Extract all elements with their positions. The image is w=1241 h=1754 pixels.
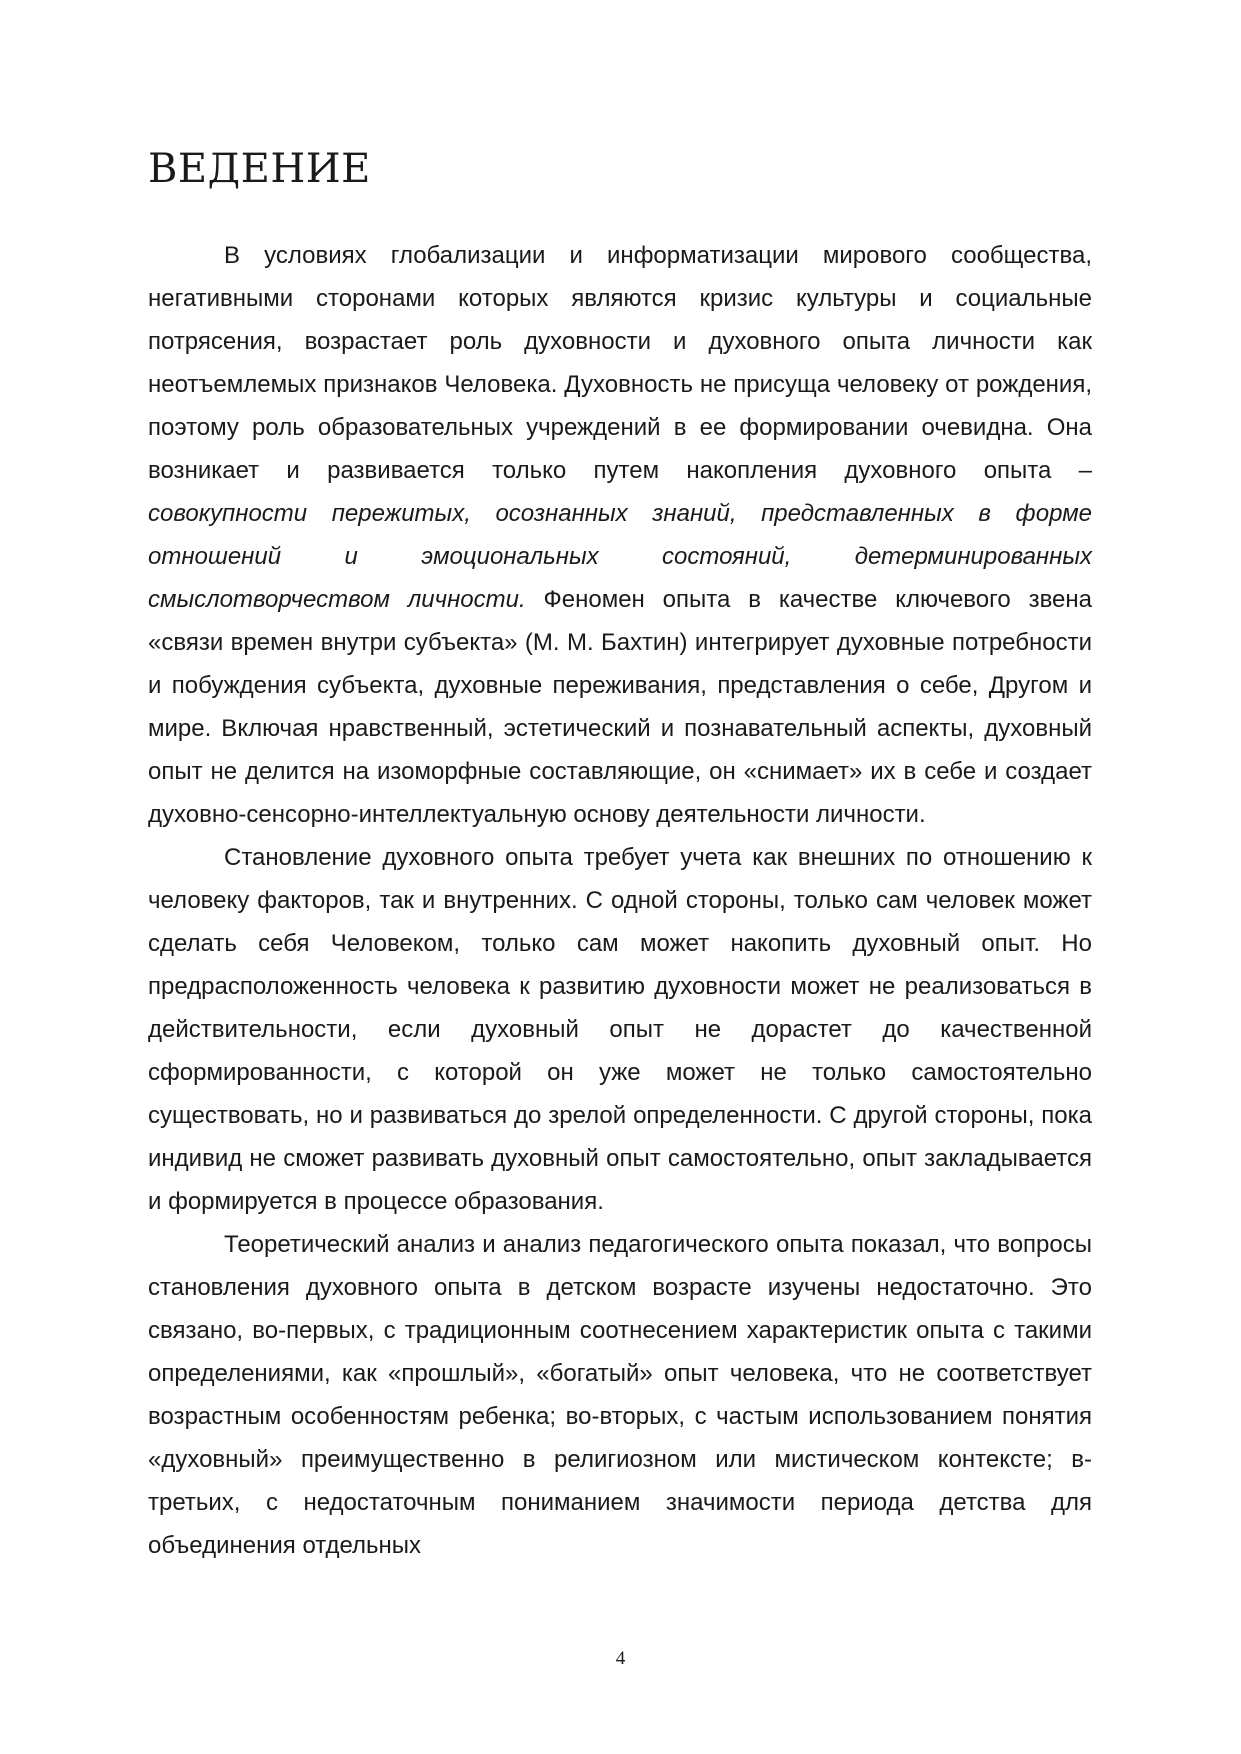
section-heading: ВЕДЕНИЕ	[148, 146, 371, 192]
paragraph-1-text-end: Феномен опыта в качестве ключевого звена «связи времен внутри субъекта» (М. М. Бахтин) интегрирует духовные потребности и побуждения субъекта, духовные переживания, представления о себе, Другом и мире. Включая нравственный, эстетический и познавательный аспекты, духовный опыт не делится на изоморфные составляющие, он «снимает» их в себе и создает духовно-сенсорно-интеллектуальную основу деятельности личности.	[148, 586, 1093, 828]
paragraph-3: Теоретический анализ и анализ педагогического опыта показал, что вопросы становления духовного опыта в детском возрасте изучены недостаточно. Это связано, во-первых, с традиционным соотнесением характеристик опыта с такими определениями, как «прошлый», «богатый» опыт человека, что не соответствует возрастным особенностям ребенка; во-вторых, с частым использованием понятия «духовный» преимущественно в религиозном или мистическом контексте; в-третьих, с недостаточным пониманием значимости периода детства для объединения отдельных	[148, 1231, 1092, 1559]
body-text	[148, 234, 1092, 1567]
paragraph-1	[148, 234, 1092, 836]
paragraph-1-italic-definition: совокупности пережитых, осознанных знаний, представленных в форме отношений и эмоциональных состояний, детерминированных смыслотворчеством личности.	[148, 500, 1092, 613]
paragraph-2: Становление духовного опыта требует учета как внешних по отношению к человеку факторов, так и внутренних. С одной стороны, только сам человек может сделать себя Человеком, только сам может накопить духовный опыт. Но предрасположенность человека к развитию духовности может не реализоваться в действительности, если духовный опыт не дорастет до качественной сформированности, с которой он уже может не только самостоятельно существовать, но и развиваться до зрелой определенности. С другой стороны, пока индивид не сможет развивать духовный опыт самостоятельно, опыт закладывается и формируется в процессе образования.	[148, 844, 1092, 1215]
page-number: 4	[615, 1648, 626, 1669]
paragraph-1-text-start: В условиях глобализации и информатизации мирового сообщества, негативными сторонами которых являются кризис культуры и социальные потрясения, возрастает роль духовности и духовного опыта личности как неотъемлемых признаков Человека. Духовность не присуща человеку от рождения, поэтому роль образовательных учреждений в ее формировании очевидна. Она возникает и развивается только путем накопления духовного опыта –	[148, 242, 1092, 484]
